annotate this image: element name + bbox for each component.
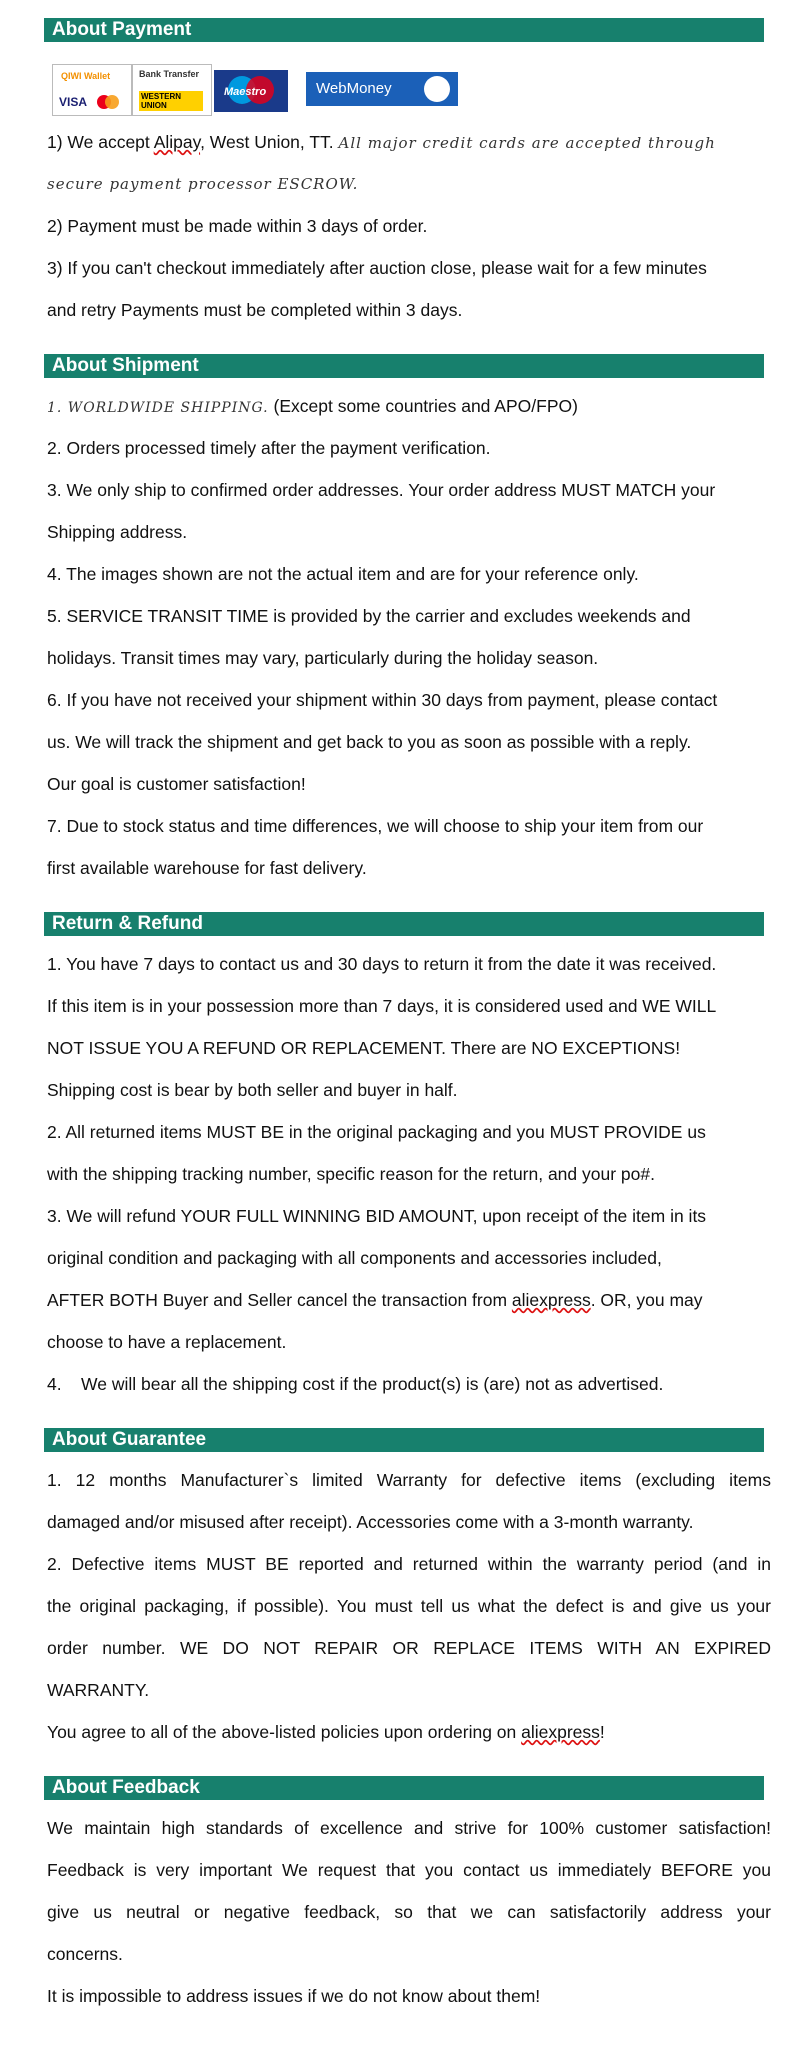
refund-line-11: 4. We will bear all the shipping cost if the product(s) is (are) not as advertised. <box>47 1374 664 1394</box>
payment-line-4: 3) If you can't checkout immediately after auction close, please wait for a few minutes <box>47 258 707 278</box>
refund-line-6: with the shipping tracking number, specific reason for the return, and your po#. <box>47 1164 655 1184</box>
bank-transfer-logo: Bank Transfer WESTERN UNION <box>132 64 212 116</box>
aliexpress-link[interactable]: aliexpress <box>511 1290 591 1310</box>
feedback-line-2: Feedback is very important We request that you contact us immediately BEFORE you <box>47 1860 771 1880</box>
guarantee-header: About Guarantee <box>44 1428 764 1452</box>
shipment-line-12: first available warehouse for fast delivery. <box>47 858 367 878</box>
shipment-line-3: 3. We only ship to confirmed order addresses. Your order address MUST MATCH your <box>47 480 716 500</box>
western-union-logo: WESTERN UNION <box>139 91 203 111</box>
refund-line-3: NOT ISSUE YOU A REFUND OR REPLACEMENT. There are NO EXCEPTIONS! <box>47 1038 681 1058</box>
visa-logo: VISA <box>59 95 88 109</box>
guarantee-line-4: the original packaging, if possible). You must tell us what the defect is and give us your <box>47 1596 771 1616</box>
guarantee-line-3: 2. Defective items MUST BE reported and returned within the warranty period (and in <box>47 1554 771 1574</box>
shipment-line-8: 6. If you have not received your shipment within 30 days from payment, please contact <box>47 690 718 710</box>
shipment-header: About Shipment <box>44 354 764 378</box>
refund-line-9: AFTER BOTH Buyer and Seller cancel the transaction from aliexpress. OR, you may <box>47 1290 703 1310</box>
shipment-line-5: 4. The images shown are not the actual item and are for your reference only. <box>47 564 639 584</box>
shipment-line-2: 2. Orders processed timely after the payment verification. <box>47 438 491 458</box>
feedback-line-1: We maintain high standards of excellence and strive for 100% customer satisfaction! <box>47 1818 771 1838</box>
qiwi-wallet-logo: QIWI Wallet VISA <box>52 64 132 116</box>
payment-line-1: 1) We accept Alipay, West Union, TT. All major credit cards are accepted through <box>47 132 716 152</box>
refund-line-7: 3. We will refund YOUR FULL WINNING BID AMOUNT, upon receipt of the item in its <box>47 1206 707 1226</box>
refund-line-10: choose to have a replacement. <box>47 1332 287 1352</box>
feedback-header: About Feedback <box>44 1776 764 1800</box>
payment-line-3: 2) Payment must be made within 3 days of order. <box>47 216 428 236</box>
guarantee-line-1: 1. 12 months Manufacturer`s limited Warranty for defective items (excluding items <box>47 1470 771 1490</box>
webmoney-logo: WebMoney <box>306 72 458 106</box>
guarantee-line-7: You agree to all of the above-listed policies upon ordering on aliexpress! <box>47 1722 605 1742</box>
shipment-line-6: 5. SERVICE TRANSIT TIME is provided by the carrier and excludes weekends and <box>47 606 691 626</box>
refund-line-2: If this item is in your possession more than 7 days, it is considered used and WE WILL <box>47 996 717 1016</box>
refund-line-1: 1. You have 7 days to contact us and 30 days to return it from the date it was received. <box>47 954 717 974</box>
shipment-line-9: us. We will track the shipment and get back to you as soon as possible with a reply. <box>47 732 692 752</box>
shipment-line-1: 1. WORLDWIDE SHIPPING. (Except some countries and APO/FPO) <box>47 396 578 416</box>
refund-line-4: Shipping cost is bear by both seller and buyer in half. <box>47 1080 458 1100</box>
guarantee-line-2: damaged and/or misused after receipt). Accessories come with a 3-month warranty. <box>47 1512 694 1532</box>
refund-line-8: original condition and packaging with all components and accessories included, <box>47 1248 662 1268</box>
payment-header: About Payment <box>44 18 764 42</box>
payment-line-2: secure payment processor ESCROW. <box>47 175 359 193</box>
webmoney-globe-icon <box>424 76 450 102</box>
feedback-line-4: concerns. <box>47 1944 123 1964</box>
refund-line-5: 2. All returned items MUST BE in the original packaging and you MUST PROVIDE us <box>47 1122 706 1142</box>
feedback-line-3: give us neutral or negative feedback, so that we can satisfactorily address your <box>47 1902 771 1922</box>
shipment-line-10: Our goal is customer satisfaction! <box>47 774 306 794</box>
guarantee-line-5: order number. WE DO NOT REPAIR OR REPLACE ITEMS WITH AN EXPIRED <box>47 1638 771 1658</box>
maestro-logo: Maestro <box>214 70 288 112</box>
payment-line-5: and retry Payments must be completed within 3 days. <box>47 300 463 320</box>
shipment-line-4: Shipping address. <box>47 522 188 542</box>
aliexpress-link[interactable]: aliexpress <box>521 1722 600 1742</box>
guarantee-line-6: WARRANTY. <box>47 1680 150 1700</box>
feedback-line-5: It is impossible to address issues if we do not know about them! <box>47 1986 541 2006</box>
refund-header: Return & Refund <box>44 912 764 936</box>
shipment-line-11: 7. Due to stock status and time differences, we will choose to ship your item from our <box>47 816 704 836</box>
shipment-line-7: holidays. Transit times may vary, particularly during the holiday season. <box>47 648 599 668</box>
